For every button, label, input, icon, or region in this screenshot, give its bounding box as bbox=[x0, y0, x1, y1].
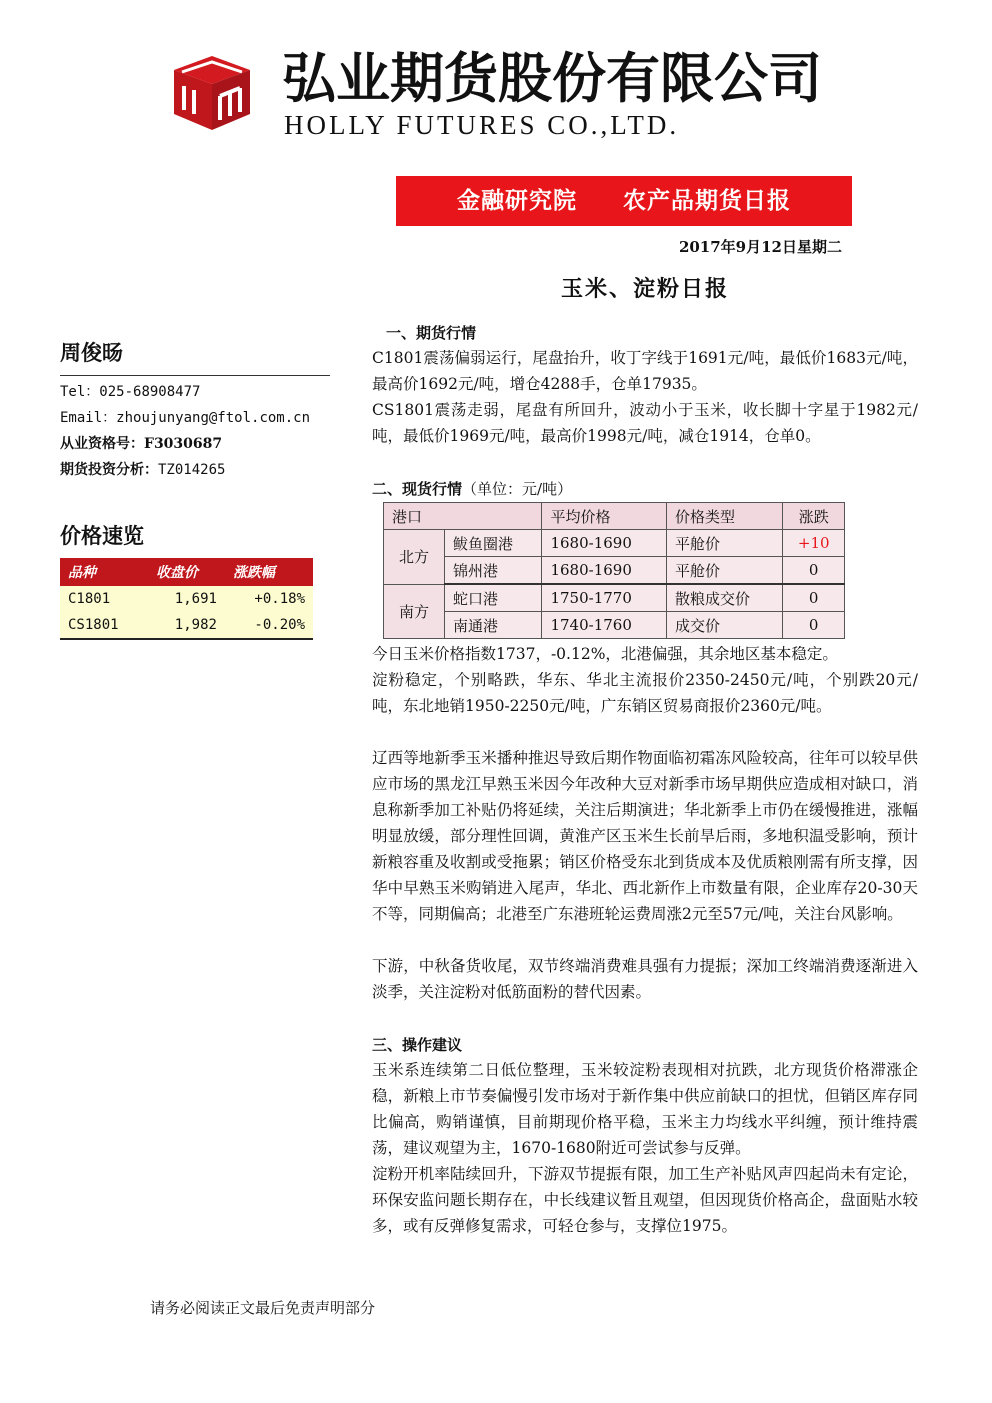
disclaimer-note: 请务必阅读正文最后免责声明部分 bbox=[150, 1299, 376, 1317]
price-type: 散粮成交价 bbox=[666, 584, 782, 612]
price-change: +10 bbox=[783, 530, 845, 557]
col-variety: 品种 bbox=[60, 558, 148, 586]
analyst-name: 周俊旸 bbox=[60, 340, 123, 365]
spot-price-table bbox=[383, 502, 845, 639]
section-advice-heading: 三、操作建议 bbox=[372, 1036, 463, 1054]
company-logo bbox=[170, 48, 252, 132]
change-pct: +0.18% bbox=[225, 586, 313, 612]
variety-name: CS1801 bbox=[60, 612, 148, 639]
region-south: 南方 bbox=[384, 584, 445, 639]
avg-price: 1680-1690 bbox=[542, 530, 667, 557]
table-row bbox=[384, 530, 845, 557]
analyst-divider bbox=[60, 375, 330, 376]
col-price-type: 价格类型 bbox=[666, 503, 782, 530]
table-row bbox=[384, 584, 845, 612]
spot-heading-text: 二、现货行情 bbox=[372, 480, 463, 498]
report-title: 玉米、淀粉日报 bbox=[560, 276, 729, 302]
avg-price: 1750-1770 bbox=[542, 584, 667, 612]
section-futures-heading: 一、期货行情 bbox=[386, 324, 477, 342]
futures-paragraph-corn: C1801震荡偏弱运行，尾盘抬升，收丁字线于1691元/吨，最低价1683元/吨，最高价1692元/吨，增仓4288手，仓单17935。 bbox=[372, 349, 918, 393]
table-row bbox=[60, 586, 313, 612]
price-change: 0 bbox=[783, 557, 845, 585]
tel-value: 025-68908477 bbox=[99, 384, 201, 400]
qualification-label: 从业资格号： bbox=[60, 436, 144, 452]
region-north: 北方 bbox=[384, 530, 445, 585]
company-name-en: HOLLY FUTURES CO.,LTD. bbox=[284, 110, 680, 140]
banner-institute: 金融研究院 bbox=[456, 187, 577, 214]
price-table-header bbox=[60, 558, 313, 586]
price-change: 0 bbox=[783, 612, 845, 639]
company-name-cn: 弘业期货股份有限公司 bbox=[282, 46, 822, 110]
banner-report-type: 农产品期货日报 bbox=[623, 187, 792, 214]
close-price: 1,982 bbox=[148, 612, 225, 639]
qualification-value: F3030687 bbox=[144, 436, 223, 452]
email-value: zhoujunyang@ftol.com.cn bbox=[116, 410, 311, 426]
price-change: 0 bbox=[783, 584, 845, 612]
price-type: 平舱价 bbox=[666, 557, 782, 585]
report-banner bbox=[396, 176, 852, 226]
analyst-email bbox=[60, 407, 310, 427]
col-avg-price: 平均价格 bbox=[542, 503, 667, 530]
analyst-tel bbox=[60, 381, 200, 401]
col-port: 港口 bbox=[384, 503, 542, 530]
price-overview-heading: 价格速览 bbox=[60, 523, 144, 548]
avg-price: 1680-1690 bbox=[542, 557, 667, 585]
spot-downstream: 下游，中秋备货收尾，双节终端消费难具强有力提振；深加工终端消费逐渐进入淡季，关注淀粉对低筋面粉的替代因素。 bbox=[372, 957, 918, 1001]
email-label: Email： bbox=[60, 410, 117, 426]
change-pct: -0.20% bbox=[225, 612, 313, 639]
price-type: 成交价 bbox=[666, 612, 782, 639]
close-price: 1,691 bbox=[148, 586, 225, 612]
col-close: 收盘价 bbox=[148, 558, 225, 586]
report-date: 2017年9月12日星期二 bbox=[678, 238, 842, 256]
table-row bbox=[384, 557, 845, 585]
spot-starch-summary: 淀粉稳定，个别略跌，华东、华北主流报价2350-2450元/吨，个别跌20元/吨，东北地销1950-2250元/吨，广东销区贸易商报价2360元/吨。 bbox=[372, 671, 918, 715]
advice-corn: 玉米系连续第二日低位整理，玉米较淀粉表现相对抗跌，北方现货价格滞涨企稳，新粮上市节奏偏慢引发市场对于新作集中供应前缺口的担忧，但销区库存同比偏高，购销谨慎，目前期现价格平稳，玉米主力均线水平纠缠，预计维持震荡，建议观望为主，1670-1680附近可尝试参与反弹。 bbox=[372, 1061, 918, 1157]
port-name: 锦州港 bbox=[445, 557, 542, 585]
spot-market-analysis: 辽西等地新季玉米播种推迟导致后期作物面临初霜冻风险较高，往年可以较早供应市场的黑龙江早熟玉米因今年改种大豆对新季市场早期供应造成相对缺口，消息称新季加工补贴仍将延续，关注后期演进；华北新季上市仍在缓慢推进，涨幅明显放缓，部分理性回调，黄淮产区玉米生长前旱后雨，多地积温受影响，预计新粮容重及收割或受拖累；销区价格受东北到货成本及优质粮刚需有所支撑，因华中早熟玉米购销进入尾声，华北、西北新作上市数量有限，企业库存20-30天不等，同期偏高；北港至广东港班轮运费周涨2元至57元/吨，关注台风影响。 bbox=[372, 749, 918, 923]
table-row bbox=[384, 612, 845, 639]
consult-label: 期货投资分析： bbox=[60, 462, 158, 478]
section-spot-heading bbox=[372, 478, 572, 499]
table-row bbox=[60, 612, 313, 639]
analyst-qualification bbox=[60, 433, 222, 453]
col-change: 涨跌幅 bbox=[225, 558, 313, 586]
price-overview-table bbox=[60, 558, 313, 640]
variety-name: C1801 bbox=[60, 586, 148, 612]
price-type: 平舱价 bbox=[666, 530, 782, 557]
avg-price: 1740-1760 bbox=[542, 612, 667, 639]
futures-paragraph-starch: CS1801震荡走弱，尾盘有所回升，波动小于玉米，收长脚十字星于1982元/吨，最低价1969元/吨，最高价1998元/吨，减仓1914，仓单0。 bbox=[372, 401, 918, 445]
col-change: 涨跌 bbox=[783, 503, 845, 530]
analyst-consult bbox=[60, 459, 225, 479]
spot-corn-index: 今日玉米价格指数1737，-0.12%，北港偏强，其余地区基本稳定。 bbox=[372, 645, 838, 663]
port-name: 蛇口港 bbox=[445, 584, 542, 612]
port-name: 鲅鱼圈港 bbox=[445, 530, 542, 557]
tel-label: Tel： bbox=[60, 384, 100, 400]
advice-starch: 淀粉开机率陆续回升，下游双节提振有限，加工生产补贴风声四起尚未有定论，环保安监问题长期存在，中长线建议暂且观望，但因现货价格高企，盘面贴水较多，或有反弹修复需求，可轻仓参与，支撑位1975。 bbox=[372, 1165, 918, 1235]
spot-table-header bbox=[384, 503, 845, 530]
port-name: 南通港 bbox=[445, 612, 542, 639]
spot-unit: （单位：元/吨） bbox=[462, 480, 573, 498]
consult-value: TZ014265 bbox=[158, 462, 226, 478]
